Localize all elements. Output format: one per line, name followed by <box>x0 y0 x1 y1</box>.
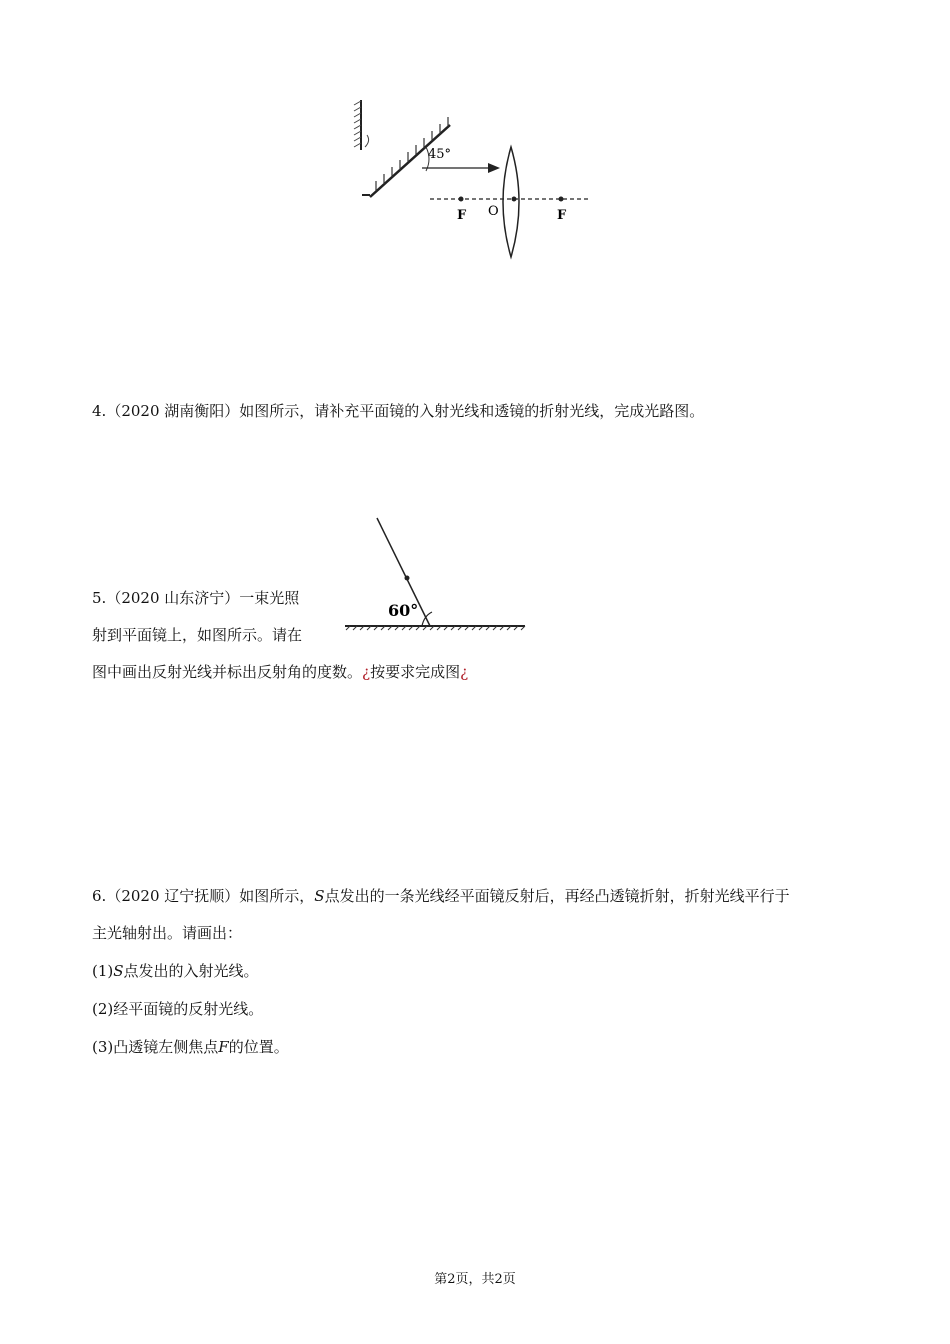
focus-left-label: F <box>457 208 467 223</box>
q5-marker-open: ¿ <box>362 663 371 681</box>
center-point <box>512 197 517 202</box>
question-5-line1 <box>92 587 299 609</box>
q6-intro-a: 如图所示， <box>239 887 315 905</box>
q6-item-1-label: (1) <box>92 962 114 980</box>
q6-item-1 <box>92 960 259 982</box>
focus-right-label: F <box>557 208 567 223</box>
figure-plane-mirror <box>340 512 530 637</box>
question-6-line2: 主光轴射出。请画出： <box>92 924 243 942</box>
q4-text: 如图所示，请补充平面镜的入射光线和透镜的折射光线，完成光路图。 <box>239 402 705 420</box>
q6-item-3-text-b: 的位置。 <box>228 1038 289 1056</box>
question-6-line1 <box>92 885 790 907</box>
ray-arrow-dot <box>405 576 410 581</box>
question-5-line2: 射到平面镜上，如图所示。请在 <box>92 626 303 644</box>
angle-label-45: 45° <box>428 147 452 162</box>
q6-item-2-label: (2) <box>92 1000 114 1018</box>
center-label: O <box>488 204 499 219</box>
q6-item-2 <box>92 998 263 1020</box>
q6-item-3-label: (3) <box>92 1038 114 1056</box>
q6-intro-b: 点发出的一条光线经平面镜反射后，再经凸透镜折射，折射光线平行于 <box>324 887 790 905</box>
q5-line1: 一束光照 <box>239 589 300 607</box>
q4-source: （2020 湖南衡阳） <box>106 402 240 420</box>
q5-source: （2020 山东济宁） <box>106 589 240 607</box>
convex-lens <box>503 147 519 257</box>
q5-line3: 图中画出反射光线并标出反射角的度数。 <box>92 663 363 681</box>
figure-mirror-lens <box>340 95 610 265</box>
q5-number: 5. <box>92 589 107 607</box>
q6-item-3-var: F <box>218 1038 229 1056</box>
angle-label-60: 60° <box>388 601 419 620</box>
ray-arrow <box>488 163 500 173</box>
q6-item-2-text: 经平面镜的反射光线。 <box>113 1000 264 1018</box>
q6-number: 6. <box>92 887 107 905</box>
q6-item-1-text: 点发出的入射光线。 <box>123 962 259 980</box>
q6-item-1-var: S <box>113 962 124 980</box>
question-4 <box>92 400 704 422</box>
q6-source: （2020 辽宁抚顺） <box>106 887 240 905</box>
q6-item-3-text-a: 凸透镜左侧焦点 <box>113 1038 219 1056</box>
q6-point-s: S <box>314 887 325 905</box>
question-5-line3 <box>92 661 468 683</box>
focus-left-point <box>459 197 464 202</box>
q4-number: 4. <box>92 402 107 420</box>
q6-item-3 <box>92 1036 289 1058</box>
q5-marker-close: ¿ <box>460 663 469 681</box>
q5-requirement: 按要求完成图 <box>370 663 461 681</box>
page-footer: 第2页，共2页 <box>434 1272 516 1287</box>
focus-right-point <box>559 197 564 202</box>
